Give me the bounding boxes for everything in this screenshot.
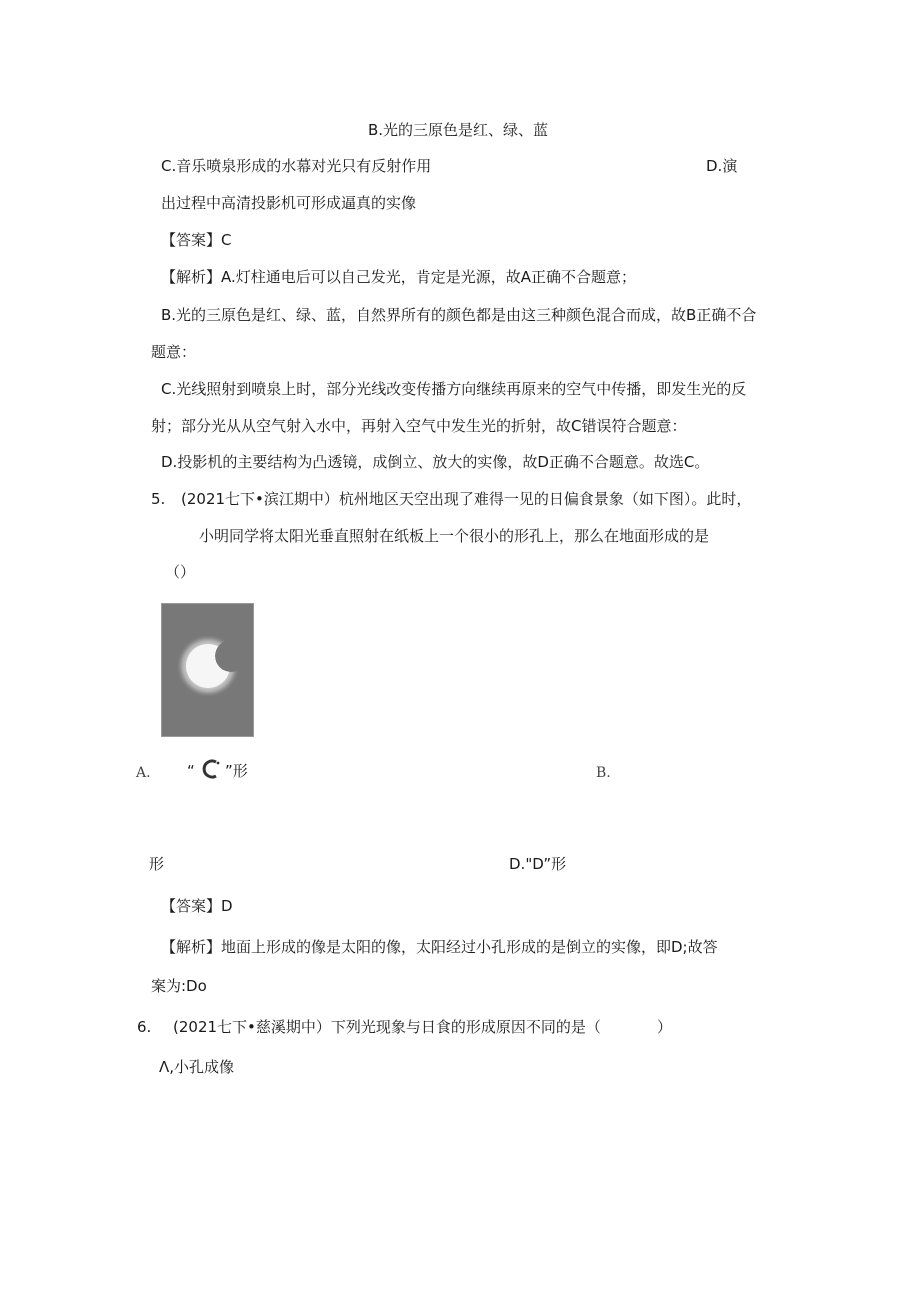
analysis-4-line-3: 题意： <box>151 343 197 361</box>
option-b-previous: B.光的三原色是红、绿、蓝 <box>368 121 549 139</box>
option-c-tail: 形 <box>149 855 165 873</box>
option-a-open-quote: “ <box>187 762 195 780</box>
answer-5: 【答案】D <box>161 897 233 915</box>
partial-eclipse-sun-icon <box>162 604 253 736</box>
analysis-5-line-2: 案为:Do <box>151 977 207 995</box>
option-a-label: A. <box>136 765 151 781</box>
answer-4: 【答案】C <box>161 231 232 249</box>
analysis-4-line-6: D.投影机的主要结构为凸透镜，成倒立、放大的实像，故D正确不合题意。故选C。 <box>161 453 710 471</box>
option-b-label: B. <box>596 765 611 781</box>
analysis-4-line-4: C.光线照射到喷泉上时，部分光线改变传播方向继续再原来的空气中传播，即发生光的反 <box>161 380 747 398</box>
question-5-line-1: (2021七下•滨江期中）杭州地区天空出现了难得一见的日偏食景象（如下图）。此时， <box>181 490 752 508</box>
option-a-close-quote: ”形 <box>225 762 248 780</box>
option-d-previous-cont: 出过程中高清投影机可形成逼真的实像 <box>161 194 417 212</box>
option-d: D."D”形 <box>509 855 567 873</box>
question-5-number: 5. <box>151 490 166 508</box>
analysis-4-line-5: 射；部分光从从空气射入水中，再射入空气中发生光的折射，故C错误符合题意： <box>151 417 687 435</box>
analysis-5-line-1: 【解析】地面上形成的像是太阳的像，太阳经过小孔形成的是倒立的实像，即D;故答 <box>161 938 718 956</box>
crescent-c-icon <box>198 756 226 782</box>
option-d-previous-start: D.演 <box>706 157 738 175</box>
question-6-close-paren: ） <box>657 1018 673 1036</box>
analysis-4-line-2: B.光的三原色是红、绿、蓝，自然界所有的颜色都是由这三种颜色混合而成，故B正确不合 <box>161 306 757 324</box>
question-6-option-a: Λ,小孔成像 <box>159 1058 235 1076</box>
question-5-paren: （） <box>165 563 196 581</box>
eclipse-photo-icon <box>161 603 254 737</box>
option-c-previous: C.音乐喷泉形成的水幕对光只有反射作用 <box>161 157 432 175</box>
question-6-line-1: (2021七下•慈溪期中）下列光现象与日食的形成原因不同的是（ <box>173 1018 601 1036</box>
question-6-number: 6. <box>137 1018 152 1036</box>
question-5-line-2: 小明同学将太阳光垂直照射在纸板上一个很小的形孔上，那么在地面形成的是 <box>199 527 710 545</box>
analysis-4-line-1: 【解析】A.灯柱通电后可以自己发光，肯定是光源，故A正确不合题意； <box>161 268 637 286</box>
